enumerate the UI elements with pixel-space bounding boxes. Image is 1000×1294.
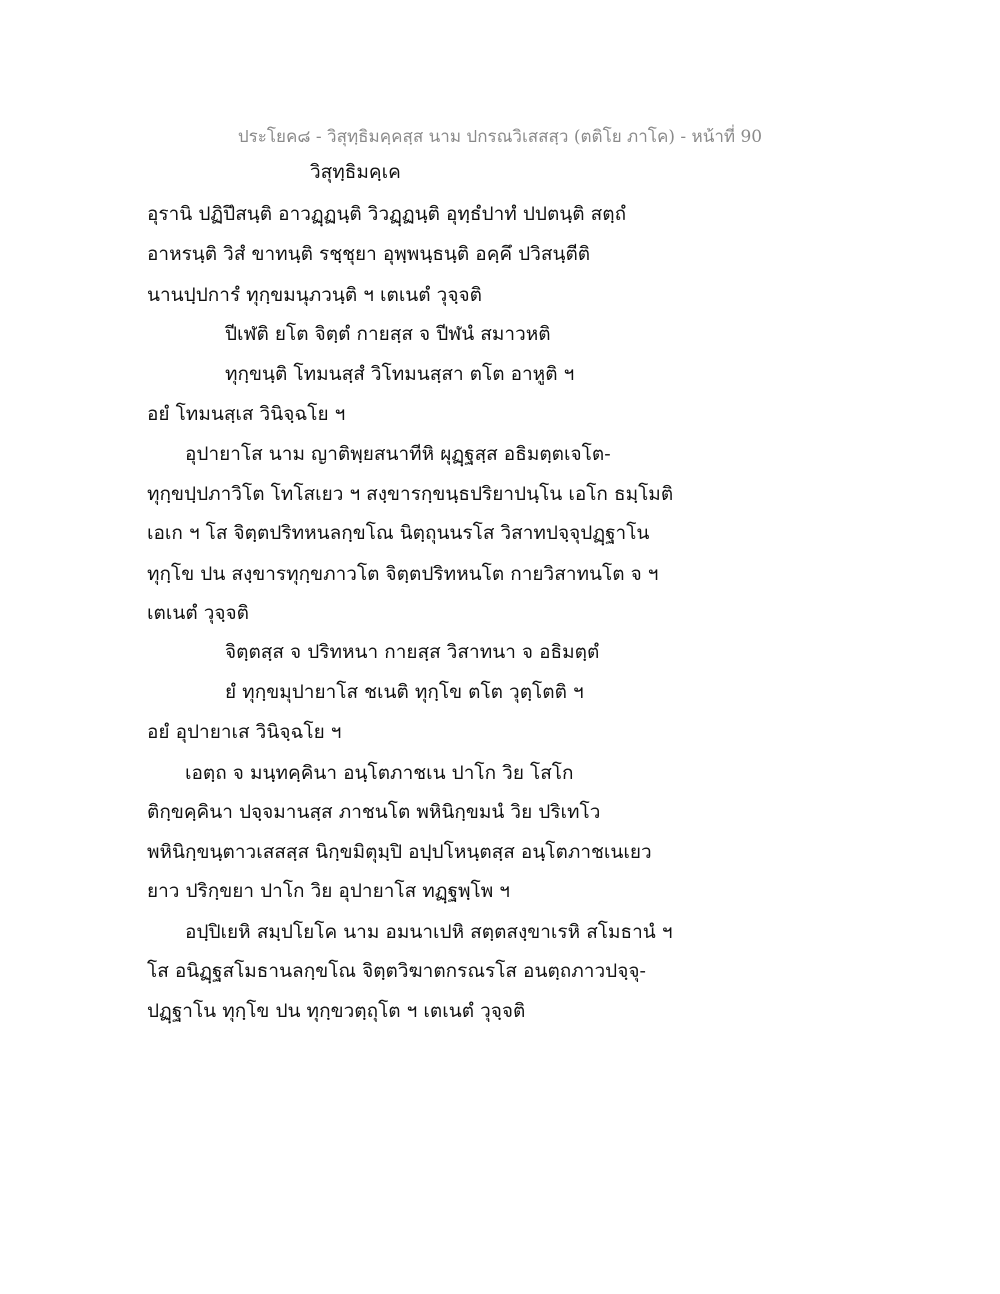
page-header: ประโยค๘ - วิสุทฺธิมคฺคสฺส นาม ปกรณวิเสสสฺว (ตติโย ภาโค) - หน้าที่ 90 [237, 127, 763, 147]
verse-line: ปีเฬติ ยโต จิตฺตํ กายสฺส จ ปีฬนํ สมาวหติ [225, 323, 551, 345]
text-line: อุรานิ ปฏิปึสนฺติ อาวฏฺฏนฺติ วิวฏฺฏนฺติ อุทฺธํปาทํ ปปตนฺติ สตฺถํ [147, 203, 627, 225]
verse-line: ยํ ทุกฺขมุปายาโส ชเนติ ทุกฺโข ตโต วุตฺโตติ ฯ [225, 681, 584, 703]
text-line: เตเนตํ วุจฺจติ [147, 602, 249, 624]
section-title: วิสุทฺธิมคฺเค [310, 161, 401, 183]
text-line: อาหรนฺติ วิสํ ขาทนฺติ รชฺชุยา อุพฺพนฺธนฺติ อคฺคึ ปวิสนฺตีติ [147, 243, 591, 265]
text-line: ทุกฺโข ปน สงฺขารทุกฺขภาวโต จิตฺตปริทหนโต กายวิสาทนโต จ ฯ [147, 563, 659, 585]
paragraph-start-line: อุปายาโส นาม ญาติพฺยสนาทีหิ ผุฏฺฐสฺส อธิมตฺตเจโต- [185, 443, 611, 465]
text-line: อยํ อุปายาเส วินิจฺฉโย ฯ [147, 721, 342, 743]
verse-line: ทุกฺขนฺติ โทมนสฺสํ วิโทมนสฺสา ตโต อาหูติ ฯ [225, 363, 575, 385]
text-line: ปฏฺฐาโน ทุกฺโข ปน ทุกฺขวตฺถุโต ฯ เตเนตํ วุจฺจติ [147, 1000, 526, 1022]
text-line: นานปฺปการํ ทุกฺขมนุภวนฺติ ฯ เตเนตํ วุจฺจติ [147, 284, 482, 306]
text-line: ทุกฺขปฺปภาวิโต โทโสเยว ฯ สงฺขารกฺขนฺธปริยาปนฺโน เอโก ธมฺโมติ [147, 483, 674, 505]
text-line: ยาว ปริกฺขยา ปาโก วิย อุปายาโส ทฏฺฐพฺโพ ฯ [147, 880, 510, 902]
text-line: อยํ โทมนสฺเส วินิจฺฉโย ฯ [147, 403, 346, 425]
text-line: พหินิกฺขนฺตาวเสสสฺส นิกฺขมิตุมฺปิ อปฺปโหนฺตสฺส อนฺโตภาชเนเยว [147, 841, 652, 863]
paragraph-start-line: อปฺปิเยหิ สมฺปโยโค นาม อมนาเปหิ สตฺตสงฺขาเรหิ สโมธานํ ฯ [185, 921, 673, 943]
paragraph-start-line: เอตฺถ จ มนฺทคฺคินา อนฺโตภาชเน ปาโก วิย โสโก [185, 762, 574, 784]
verse-line: จิตฺตสฺส จ ปริทหนา กายสฺส วิสาทนา จ อธิมตฺตํ [225, 641, 600, 663]
text-line: โส อนิฏฺฐสโมธานลกฺขโณ จิตฺตวิฆาตกรณรโส อนตฺถภาวปจฺจุ- [147, 960, 646, 982]
text-line: เอเก ฯ โส จิตฺตปริทหนลกฺขโณ นิตฺถุนนรโส วิสาทปจฺจุปฏฺฐาโน [147, 522, 650, 544]
text-line: ติกฺขคฺคินา ปจฺจมานสฺส ภาชนโต พหินิกฺขมนํ วิย ปริเทโว [147, 801, 601, 823]
